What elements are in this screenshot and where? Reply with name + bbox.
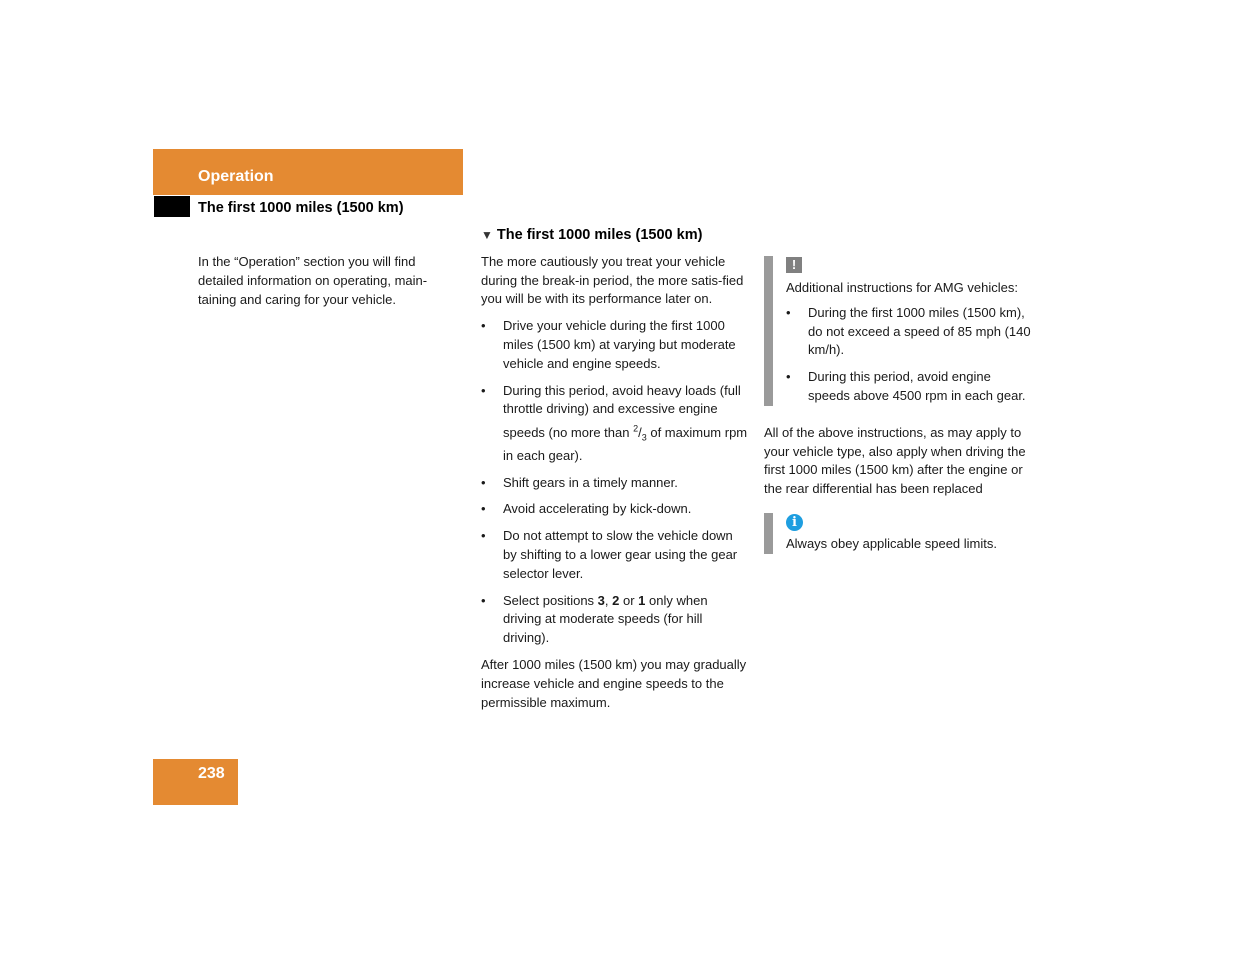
section-title: Operation bbox=[198, 168, 274, 185]
info-icon: i bbox=[786, 514, 803, 531]
list-item bbox=[481, 382, 749, 466]
intro-paragraph: In the “Operation” section you will find detailed information on operating, main-taining and caring for your vehicle. bbox=[198, 254, 428, 307]
after-paragraph: After 1000 miles (1500 km) you may gradually increase vehicle and engine speeds to the permissible maximum. bbox=[481, 657, 747, 710]
lead-paragraph: The more cautiously you treat your vehicle during the break-in period, the more satis-fied you will be with its performance later on. bbox=[481, 253, 744, 307]
note-bar bbox=[764, 513, 773, 554]
list-item bbox=[481, 592, 749, 648]
triangle-down-icon: ▼ bbox=[481, 228, 493, 242]
bullet-icon: • bbox=[481, 592, 486, 608]
notes-column bbox=[764, 256, 1032, 572]
list-item-text: Avoid accelerating by kick-down. bbox=[503, 501, 692, 517]
list-item-text: During the first 1000 miles (1500 km), do not exceed a speed of 85 mph (140 km/h). bbox=[808, 304, 1031, 358]
list-item-text: Select positions 3, 2 or 1 only when driving at moderate speeds (for hill driving). bbox=[503, 592, 708, 646]
all-above-paragraph: All of the above instructions, as may apply to your vehicle type, also apply when driving the first 1000 miles (1500 km) after the engine or the rear differential has been replaced bbox=[764, 424, 1026, 497]
warning-note bbox=[764, 256, 1032, 406]
subsection-title: The first 1000 miles (1500 km) bbox=[198, 200, 404, 216]
bullet-icon: • bbox=[481, 382, 486, 398]
section-marker-tab bbox=[154, 196, 190, 217]
bullet-icon: • bbox=[786, 369, 791, 385]
main-column bbox=[481, 226, 749, 712]
bullet-icon: • bbox=[481, 501, 486, 517]
bullet-icon: • bbox=[786, 304, 791, 320]
list-item bbox=[481, 474, 749, 493]
break-in-list bbox=[481, 317, 749, 648]
warning-list bbox=[786, 304, 1032, 406]
list-item-text: During this period, avoid heavy loads (full throttle driving) and excessive engine speeds (no more than $^2/_3$ of maximum rpm in each gear). bbox=[503, 382, 748, 463]
list-item bbox=[786, 368, 1032, 406]
note-bar bbox=[764, 256, 773, 406]
list-item-text: During this period, avoid engine speeds above 4500 rpm in each gear. bbox=[808, 369, 1026, 403]
info-note bbox=[764, 513, 1032, 554]
list-item bbox=[786, 304, 1032, 360]
warning-icon: ! bbox=[786, 257, 802, 273]
bullet-icon: • bbox=[481, 318, 486, 334]
list-item-text: Drive your vehicle during the first 1000 miles (1500 km) at varying but moderate vehicle and engine speeds. bbox=[503, 318, 736, 371]
info-text: Always obey applicable speed limits. bbox=[786, 535, 997, 551]
warning-intro: Additional instructions for AMG vehicles: bbox=[786, 280, 1018, 295]
bullet-icon: • bbox=[481, 528, 486, 544]
main-heading-text: The first 1000 miles (1500 km) bbox=[496, 227, 703, 243]
list-item bbox=[481, 527, 749, 583]
main-heading bbox=[481, 226, 749, 245]
list-item-text: Shift gears in a timely manner. bbox=[503, 474, 678, 490]
list-item bbox=[481, 317, 749, 373]
page-number: 238 bbox=[198, 765, 225, 782]
list-item-text: Do not attempt to slow the vehicle down by shifting to a lower gear using the gear selector lever. bbox=[503, 528, 738, 581]
list-item bbox=[481, 500, 749, 519]
page-number-box bbox=[153, 759, 238, 805]
bullet-icon: • bbox=[481, 474, 486, 490]
